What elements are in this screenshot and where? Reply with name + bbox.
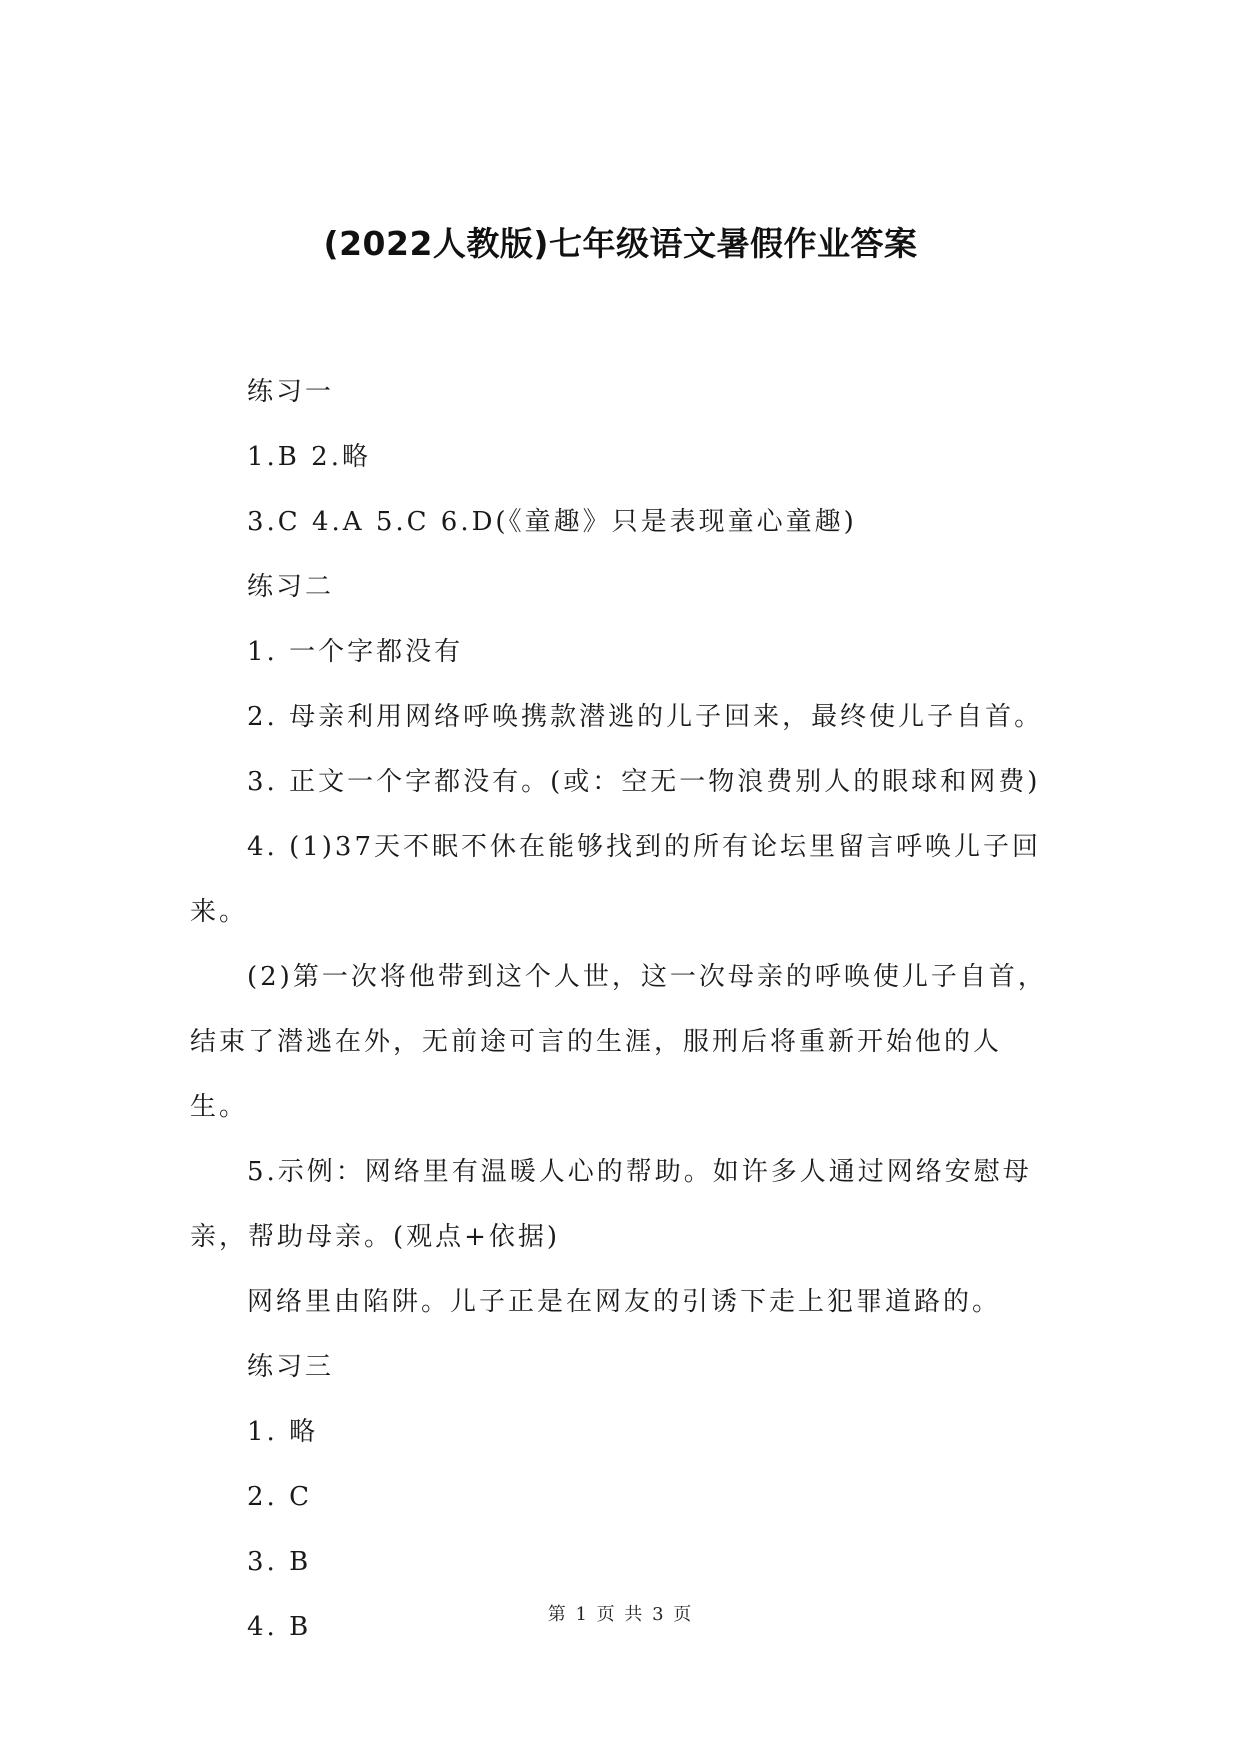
answer-line: 1.B 2.略 bbox=[247, 442, 371, 472]
answer-line: 3. 正文一个字都没有。(或：空无一物浪费别人的眼球和网费) bbox=[247, 767, 1041, 797]
answer-line: 3. B bbox=[247, 1547, 312, 1577]
answer-line: 3.C 4.A 5.C 6.D(《童趣》只是表现童心童趣) bbox=[247, 507, 857, 537]
document-title: (2022人教版)七年级语文暑假作业答案 bbox=[323, 224, 918, 263]
section-heading-exercise-2: 练习二 bbox=[247, 572, 335, 602]
section-heading-exercise-1: 练习一 bbox=[247, 377, 335, 407]
document-body bbox=[190, 360, 1052, 1660]
answer-line: 1. 略 bbox=[247, 1417, 319, 1447]
answer-line: 5.示例：网络里有温暖人心的帮助。如许多人通过网络安慰母亲，帮助母亲。(观点+依据) bbox=[190, 1157, 1032, 1252]
answer-line: 2. 母亲利用网络呼唤携款潜逃的儿子回来，最终使儿子自首。 bbox=[247, 702, 1044, 732]
answer-line: 1. 一个字都没有 bbox=[247, 637, 464, 667]
page-number-footer: 第 1 页 共 3 页 bbox=[547, 1604, 694, 1625]
answer-line: 网络里由陷阱。儿子正是在网友的引诱下走上犯罪道路的。 bbox=[247, 1287, 1002, 1317]
answer-line: 4. B bbox=[247, 1612, 312, 1642]
answer-line: 4. (1)37天不眠不休在能够找到的所有论坛里留言呼唤儿子回来。 bbox=[190, 832, 1041, 927]
answer-line: 2. C bbox=[247, 1482, 312, 1512]
answer-line: (2)第一次将他带到这个人世，这一次母亲的呼唤使儿子自首，结束了潜逃在外，无前途可言的生涯，服刑后将重新开始他的人生。 bbox=[190, 962, 1047, 1122]
section-heading-exercise-3: 练习三 bbox=[247, 1352, 335, 1382]
